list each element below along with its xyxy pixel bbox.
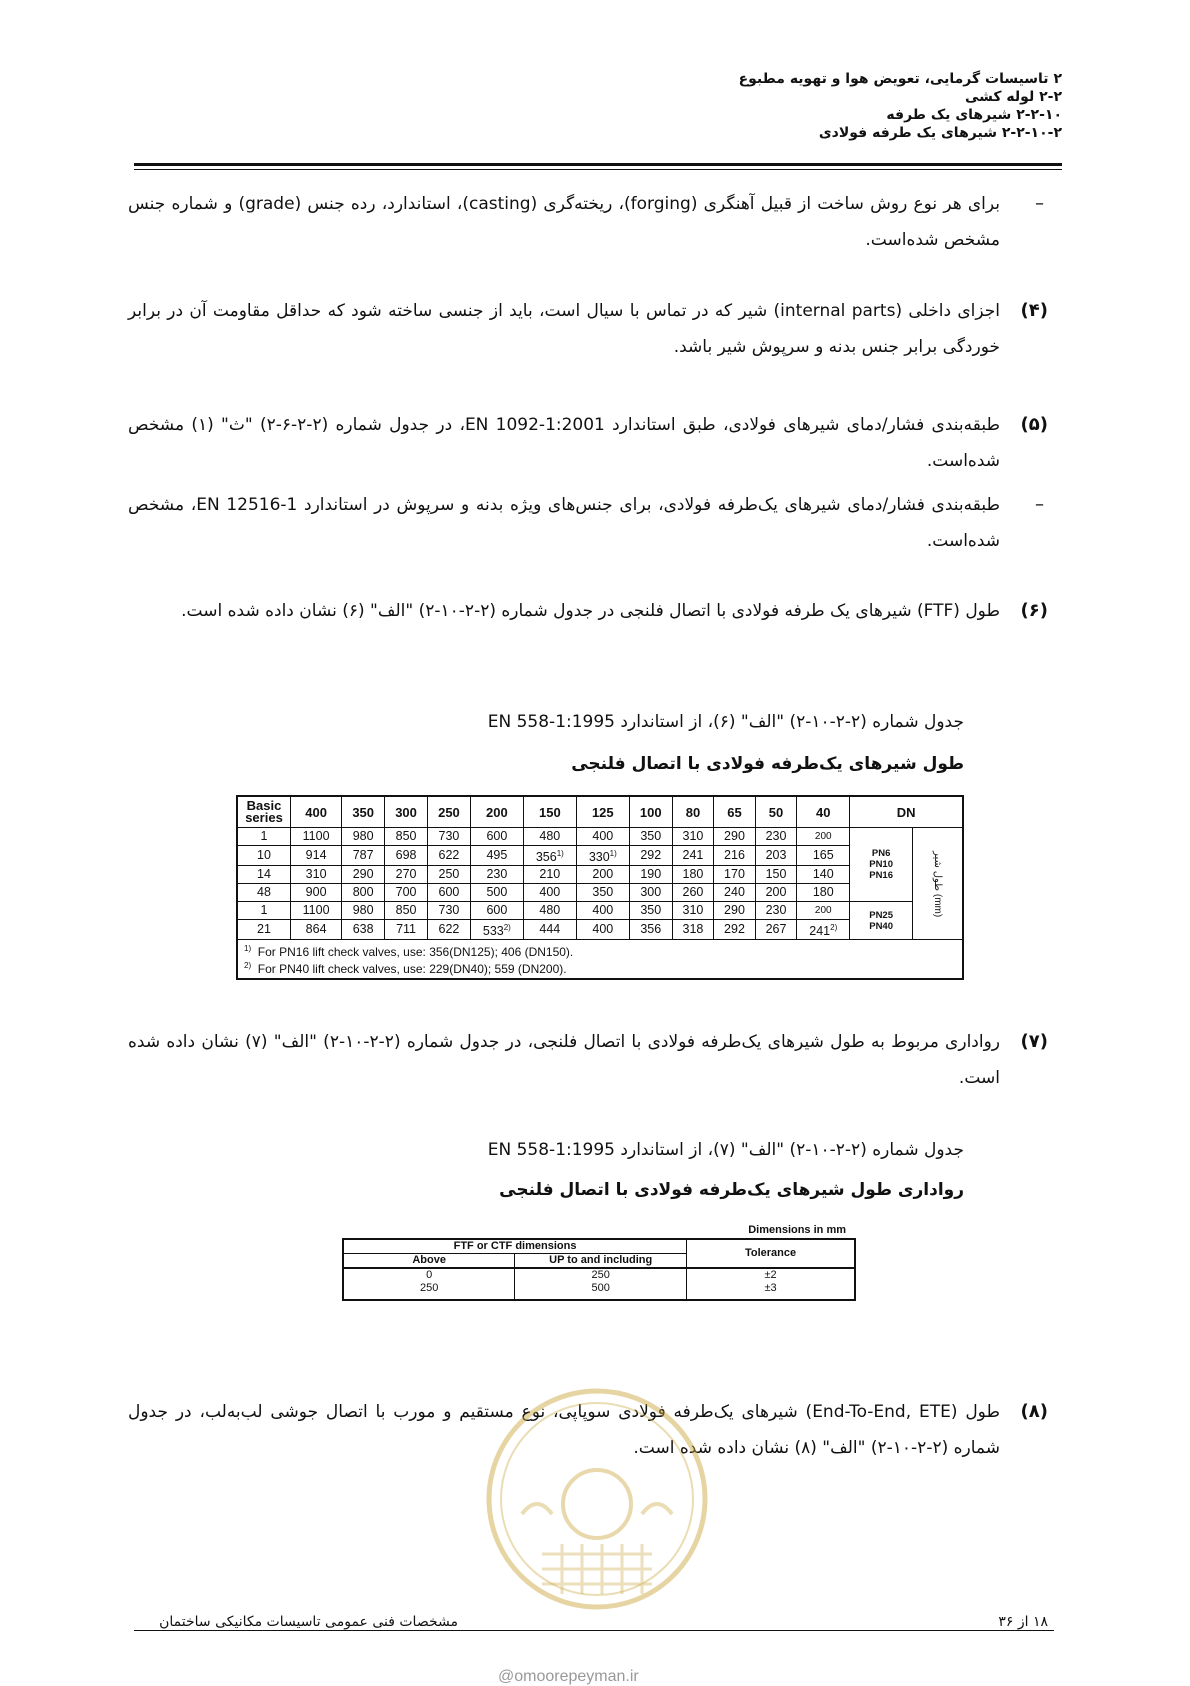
table-cell: 480	[523, 828, 576, 846]
table-cell: 290	[714, 828, 756, 846]
footnote-text: For PN16 lift check valves, use: 356(DN125); 406 (DN150).	[257, 945, 574, 960]
dn-header: 50	[755, 796, 797, 828]
table-cell: 600	[428, 884, 471, 902]
pn-label: PN25	[869, 909, 893, 921]
footnote-ref: 1)	[556, 849, 564, 858]
table-cell: 400	[576, 902, 629, 920]
pn-label: PN40	[869, 920, 893, 932]
table2-title: رواداری طول شیرهای یک‌طرفه فولادی با اتصال فلنجی	[499, 1180, 964, 1200]
table-cell: 1100	[291, 902, 342, 920]
table-cell: 270	[385, 866, 428, 884]
paragraph-text: اجزای داخلی (internal parts) شیر که در تماس با سیال است، باید از جنسی ساخته شود که حداقل مقاومت آن در برابر خوردگی برابر جنس بدنه و سرپوش شیر باشد.	[128, 301, 1000, 357]
series-cell: 10	[237, 846, 291, 866]
table-cell: 900	[291, 884, 342, 902]
dn-label: DN	[850, 796, 963, 828]
table-cell: 292	[714, 920, 756, 940]
table-cell: 638	[342, 920, 385, 940]
table-row	[237, 828, 963, 846]
dn-header: 400	[291, 796, 342, 828]
table-cell: 1100	[291, 828, 342, 846]
table-cell: 180	[797, 884, 850, 902]
table-cell: 310	[672, 902, 714, 920]
table-cell-footnoted	[470, 920, 523, 940]
table-cell: 600	[470, 902, 523, 920]
table-cell: 190	[629, 866, 672, 884]
table-cell: 180	[672, 866, 714, 884]
header-rule-thick	[134, 163, 1062, 166]
table2-units: Dimensions in mm	[748, 1224, 846, 1236]
footnote-ref: 2)	[830, 923, 838, 933]
table-cell: 730	[428, 902, 471, 920]
table-cell: 400	[576, 828, 629, 846]
table-cell: 200	[576, 866, 629, 884]
dn-header: 65	[714, 796, 756, 828]
dash-marker: –	[1035, 193, 1044, 214]
paragraph-text: رواداری مربوط به طول شیرهای یک‌طرفه فولادی با اتصال فلنجی، در جدول شماره (۲-۲-۱۰-۲) "الف" (۷) نشان داده شده است.	[128, 1032, 1001, 1088]
table-cell: 600	[470, 828, 523, 846]
cell-value: 241	[809, 924, 831, 939]
table-cell: 350	[629, 902, 672, 920]
item-marker-4: (۴)	[1020, 300, 1048, 321]
pn-group-2	[850, 902, 913, 940]
table-cell: 800	[342, 884, 385, 902]
paragraph-text: طول (End-To-End, ETE) شیرهای یک‌طرفه فولادی سوپاپی، نوع مستقیم و مورب با اتصال جوشی لب‌به‌لب، در جدول شماره (۲-۲-۱۰-۲) "الف" (۸) نشان داده شده است.	[128, 1402, 1000, 1458]
series-cell: 48	[237, 884, 291, 902]
table-cell: 267	[755, 920, 797, 940]
table-cell: 700	[385, 884, 428, 902]
table-cell: 400	[576, 920, 629, 940]
table-cell: 980	[342, 902, 385, 920]
page-header	[362, 70, 1062, 142]
dn-header: 100	[629, 796, 672, 828]
table-cell: 850	[385, 902, 428, 920]
table-header-row	[343, 1239, 855, 1254]
footnote-2	[244, 959, 956, 976]
table-cell: 140	[797, 866, 850, 884]
table-cell: 622	[428, 920, 471, 940]
table-cell: 850	[385, 828, 428, 846]
paragraph-text: طبقه‌بندی فشار/دمای شیرهای یک‌طرفه فولادی، برای جنس‌های ویژه بدنه و سرپوش در استاندارد EN 12516-1، مشخص شده‌است.	[128, 495, 1001, 551]
table-cell: 400	[523, 884, 576, 902]
table-cell: 290	[342, 866, 385, 884]
dn-header: 150	[523, 796, 576, 828]
table-cell: 350	[576, 884, 629, 902]
header-line-1: ۲ تاسیسات گرمایی، تعویض هوا و تهویه مطبوع	[738, 71, 1062, 87]
series-cell: 21	[237, 920, 291, 940]
footnote-ref: 1)	[609, 849, 617, 858]
footer-rule	[134, 1630, 1054, 1631]
table-footnotes	[237, 940, 963, 980]
upto-header: UP to and including	[515, 1254, 687, 1269]
table-cell-footnoted	[576, 846, 629, 866]
table-cell: 500	[470, 884, 523, 902]
table-cell: 300	[629, 884, 672, 902]
table1-caption: جدول شماره (۲-۲-۱۰-۲) "الف" (۶)، از استاندارد EN 558-1:1995	[487, 712, 964, 732]
table-cell: 210	[523, 866, 576, 884]
header-line-2: ۲-۲ لوله کشی	[965, 89, 1062, 105]
tolerance-header: Tolerance	[687, 1239, 855, 1268]
table-header-row	[237, 796, 963, 828]
footnote-mark: 1)	[244, 944, 252, 954]
item-marker-6: (۶)	[1020, 600, 1048, 621]
basic-series-header: Basic series	[237, 796, 291, 828]
watermark-seal-icon	[482, 1384, 712, 1614]
table-row	[343, 1268, 855, 1282]
paragraph-text: طول (FTF) شیرهای یک طرفه فولادی با اتصال فلنجی در جدول شماره (۲-۲-۱۰-۲) "الف" (۶) نشان داده شده است.	[181, 601, 1000, 621]
table-cell: 914	[291, 846, 342, 866]
table-cell: 495	[470, 846, 523, 866]
cell-value: 356	[535, 850, 557, 865]
paragraph-4	[128, 293, 1048, 369]
cell-value: 533	[482, 924, 504, 939]
series-cell: 1	[237, 828, 291, 846]
group-header: FTF or CTF dimensions	[343, 1239, 687, 1254]
page-number: ۱۸ از ۳۶	[990, 1614, 1056, 1630]
header-rule-thin	[134, 169, 1062, 170]
table-cell: 230	[755, 828, 797, 846]
tolerance-table	[342, 1238, 856, 1301]
table-cell: 230	[470, 866, 523, 884]
above-header: Above	[343, 1254, 515, 1269]
pn-label: PN10	[869, 859, 893, 871]
dn-header: 300	[385, 796, 428, 828]
table-cell: 250	[428, 866, 471, 884]
table-cell: 250	[343, 1282, 515, 1300]
paragraph-text: طبقه‌بندی فشار/دمای شیرهای فولادی، طبق استاندارد EN 1092-1:2001، در جدول شماره (۲-۲-۶-۲) "ث" (۱) مشخص شده‌است.	[128, 415, 1000, 471]
paragraph-dash-2	[128, 487, 1048, 563]
dn-header: 125	[576, 796, 629, 828]
table-cell: 260	[672, 884, 714, 902]
table-cell: 698	[385, 846, 428, 866]
table-cell: 203	[755, 846, 797, 866]
paragraph-7	[128, 1024, 1048, 1100]
table1-title: طول شیرهای یک‌طرفه فولادی با اتصال فلنجی	[571, 754, 964, 774]
pn-label: PN6	[871, 848, 891, 860]
table-cell: 980	[342, 828, 385, 846]
paragraph-6	[128, 593, 1048, 669]
table-row	[237, 902, 963, 920]
website-watermark: @omoorepeyman.ir	[498, 1668, 639, 1685]
pn-group-1	[850, 828, 913, 902]
paragraph-dash-1	[128, 186, 1048, 262]
table-cell: 711	[385, 920, 428, 940]
header-line-3: ۲-۲-۱۰ شیرهای یک طرفه	[886, 107, 1062, 123]
table-cell: 200	[797, 902, 850, 920]
table-cell-footnoted	[797, 920, 850, 940]
header-line-4: ۲-۲-۱۰-۲ شیرهای یک طرفه فولادی	[818, 125, 1062, 141]
table-cell: 241	[672, 846, 714, 866]
dn-header: 350	[342, 796, 385, 828]
table-cell: 290	[714, 902, 756, 920]
paragraph-text: برای هر نوع روش ساخت از قبیل آهنگری (forging)، ریخته‌گری (casting)، استاندارد، رده جنس (grade) و شماره جنس مشخص شده‌است.	[128, 194, 1001, 250]
dn-header: 250	[428, 796, 471, 828]
dn-header: 80	[672, 796, 714, 828]
table-row	[343, 1282, 855, 1300]
table-cell: 165	[797, 846, 850, 866]
table2-caption: جدول شماره (۲-۲-۱۰-۲) "الف" (۷)، از استاندارد EN 558-1:1995	[487, 1140, 964, 1160]
table-cell: 310	[672, 828, 714, 846]
item-marker-7: (۷)	[1020, 1031, 1048, 1052]
table-cell: 230	[755, 902, 797, 920]
cell-value: 330	[588, 850, 610, 865]
table-cell: 200	[755, 884, 797, 902]
table-cell: 150	[755, 866, 797, 884]
footnote-text: For PN40 lift check valves, use: 229(DN40); 559 (DN200).	[257, 962, 567, 977]
table-cell: 864	[291, 920, 342, 940]
dn-header: 40	[797, 796, 850, 828]
table-cell: 216	[714, 846, 756, 866]
footer-document-title: مشخصات فنی عمومی تاسیسات مکانیکی ساختمان	[151, 1614, 466, 1630]
table-cell: 318	[672, 920, 714, 940]
table-cell: 200	[797, 828, 850, 846]
table-cell: 170	[714, 866, 756, 884]
dash-marker: –	[1035, 494, 1044, 515]
length-label: طول شیر (mm)	[913, 828, 964, 940]
series-cell: 1	[237, 902, 291, 920]
paragraph-5	[128, 407, 1048, 483]
table-cell: ±2	[687, 1268, 855, 1282]
table-footnote-row	[237, 940, 963, 980]
table-cell: 622	[428, 846, 471, 866]
footnote-1	[244, 942, 956, 959]
table-cell-footnoted	[523, 846, 576, 866]
table-cell: 444	[523, 920, 576, 940]
table-cell: 787	[342, 846, 385, 866]
table-cell: 350	[629, 828, 672, 846]
ftf-length-table	[236, 795, 964, 980]
item-marker-5: (۵)	[1020, 414, 1048, 435]
table-cell: 480	[523, 902, 576, 920]
table-cell: 250	[515, 1268, 687, 1282]
table-cell: 730	[428, 828, 471, 846]
table-cell: 356	[629, 920, 672, 940]
table-cell: 292	[629, 846, 672, 866]
pn-label: PN16	[869, 870, 893, 882]
dn-header: 200	[470, 796, 523, 828]
table-cell: 500	[515, 1282, 687, 1300]
footnote-mark: 2)	[244, 961, 252, 971]
table-cell: ±3	[687, 1282, 855, 1300]
table-cell: 310	[291, 866, 342, 884]
table-cell: 240	[714, 884, 756, 902]
item-marker-8: (۸)	[1020, 1401, 1048, 1422]
series-cell: 14	[237, 866, 291, 884]
footnote-ref: 2)	[503, 923, 511, 933]
table-cell: 0	[343, 1268, 515, 1282]
